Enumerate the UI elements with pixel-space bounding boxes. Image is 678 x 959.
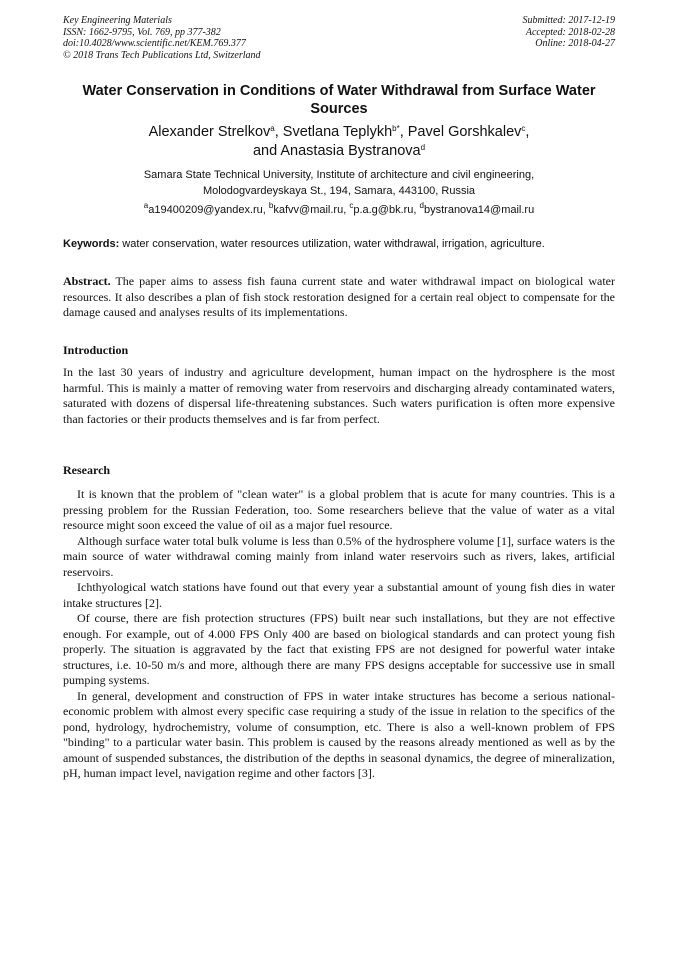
paragraph: Of course, there are fish protection structures (FPS) built near such installations, but they are not effective enough. For example, out of 4.000 FPS Only 400 are based on biological standards and can protect young fish properly. The situation is aggravated by the fact that existing FPS are not designed for powerful water intake structures, i.e. 10-50 m/s and more, although there are many FPS designs acceptable for successive use in small pumping systems. bbox=[63, 611, 615, 687]
research-body bbox=[63, 487, 615, 782]
author-conjunction: and bbox=[252, 143, 281, 159]
author-separator: , bbox=[525, 124, 530, 140]
doi: doi:10.4028/www.scientific.net/KEM.769.377 bbox=[63, 38, 246, 49]
author-affil-mark: d bbox=[420, 143, 426, 152]
affiliation-line: Samara State Technical University, Institute of architecture and civil engineering, bbox=[143, 169, 535, 181]
email-address[interactable]: bystranova14@mail.ru bbox=[423, 204, 535, 216]
author-affil-mark: c bbox=[521, 124, 526, 133]
author-affil-mark: b* bbox=[392, 124, 400, 133]
journal-name: Key Engineering Materials bbox=[63, 15, 172, 26]
keywords-label: Keywords: bbox=[63, 238, 120, 250]
paragraph: In the last 30 years of industry and agriculture development, human impact on the hydrosphere is the most harmful. This is mainly a matter of removing water from reservoirs and discharging already contaminated waters, saturated with dozens of dispersal life-threatening substances. Such waters purification is often more expensive than factories or their products themselves and is far from perfect. bbox=[63, 365, 615, 426]
email-address[interactable]: a19400209@yandex.ru, bbox=[148, 204, 269, 216]
email-list bbox=[63, 203, 615, 217]
dates-header bbox=[523, 15, 616, 50]
section-heading-introduction: Introduction bbox=[63, 343, 129, 357]
online-date: Online: 2018-04-27 bbox=[535, 38, 615, 49]
author-name: Alexander Strelkov bbox=[148, 124, 271, 140]
email-mark: d bbox=[419, 201, 424, 210]
paper-title: Water Conservation in Conditions of Water Withdrawal from Surface Water Sources bbox=[82, 83, 596, 117]
abstract bbox=[63, 274, 615, 321]
submitted-date: Submitted: 2017-12-19 bbox=[522, 15, 615, 26]
email-mark: a bbox=[143, 201, 149, 210]
author-name: Anastasia Bystranova bbox=[280, 143, 421, 159]
issn: ISSN: 1662-9795, Vol. 769, pp 377-382 bbox=[63, 26, 221, 38]
keywords bbox=[63, 237, 615, 251]
accepted-date: Accepted: 2018-02-28 bbox=[525, 26, 615, 38]
paragraph: In general, development and construction of FPS in water intake structures has become a serious national-economic problem with almost every specific case requiring a study of the issue in relation to the specifics of the pond, hydrology, hydrochemistry, volume of consumption, etc. There is also a well-known problem of FPS "binding" to a particular water basin. This problem is caused by the reasons already mentioned as well as by the amount of suspended substances, the distribution of the depths in seasonal dynamics, the degree of mineralization, pH, human impact level, navigation regime and other factors [3]. bbox=[63, 688, 615, 780]
journal-header bbox=[63, 15, 261, 61]
author-name: Pavel Gorshkalev bbox=[407, 124, 522, 140]
affiliation bbox=[63, 167, 615, 199]
copyright: © 2018 Trans Tech Publications Ltd, Switzerland bbox=[63, 49, 261, 61]
affiliation-line: Molodogvardeyskaya St., 194, Samara, 443100, Russia bbox=[202, 185, 476, 197]
author-name: Svetlana Teplykh bbox=[282, 124, 393, 140]
author-list bbox=[63, 123, 615, 161]
paragraph: Although surface water total bulk volume is less than 0.5% of the hydrosphere volume [1], surface waters is the main source of water withdrawal coming mainly from inland water reservoirs such as rivers, lakes, artificial reservoirs. bbox=[63, 533, 615, 579]
author-separator: , bbox=[274, 124, 283, 140]
email-address[interactable]: p.a.g@bk.ru, bbox=[353, 204, 420, 216]
email-address[interactable]: kafvv@mail.ru, bbox=[273, 204, 350, 216]
section-heading-research: Research bbox=[63, 463, 111, 477]
author-separator: , bbox=[399, 124, 408, 140]
author-affil-mark: a bbox=[270, 124, 275, 133]
paragraph: Ichthyological watch stations have found out that every year a substantial amount of young fish dies in water intake structures [2]. bbox=[63, 580, 615, 610]
abstract-label: Abstract. bbox=[63, 274, 111, 288]
email-mark: c bbox=[349, 201, 354, 210]
paragraph: It is known that the problem of "clean water" is a global problem that is acute for many countries. This is a pressing problem for the Russian Federation, too. Some researchers believe that the value of water as a vital resource might soon exceed the value of oil as a major fuel resource. bbox=[63, 487, 615, 532]
introduction-body bbox=[63, 365, 615, 427]
email-mark: b bbox=[268, 201, 274, 210]
keywords-text: water conservation, water resources utilization, water withdrawal, irrigation, agriculture. bbox=[119, 238, 545, 250]
abstract-text: The paper aims to assess fish fauna current state and water withdrawal impact on biological water resources. It also describes a plan of fish stock restoration designed for a certain real object to compensate for the damage caused and analyses results of its implementations. bbox=[63, 274, 615, 319]
